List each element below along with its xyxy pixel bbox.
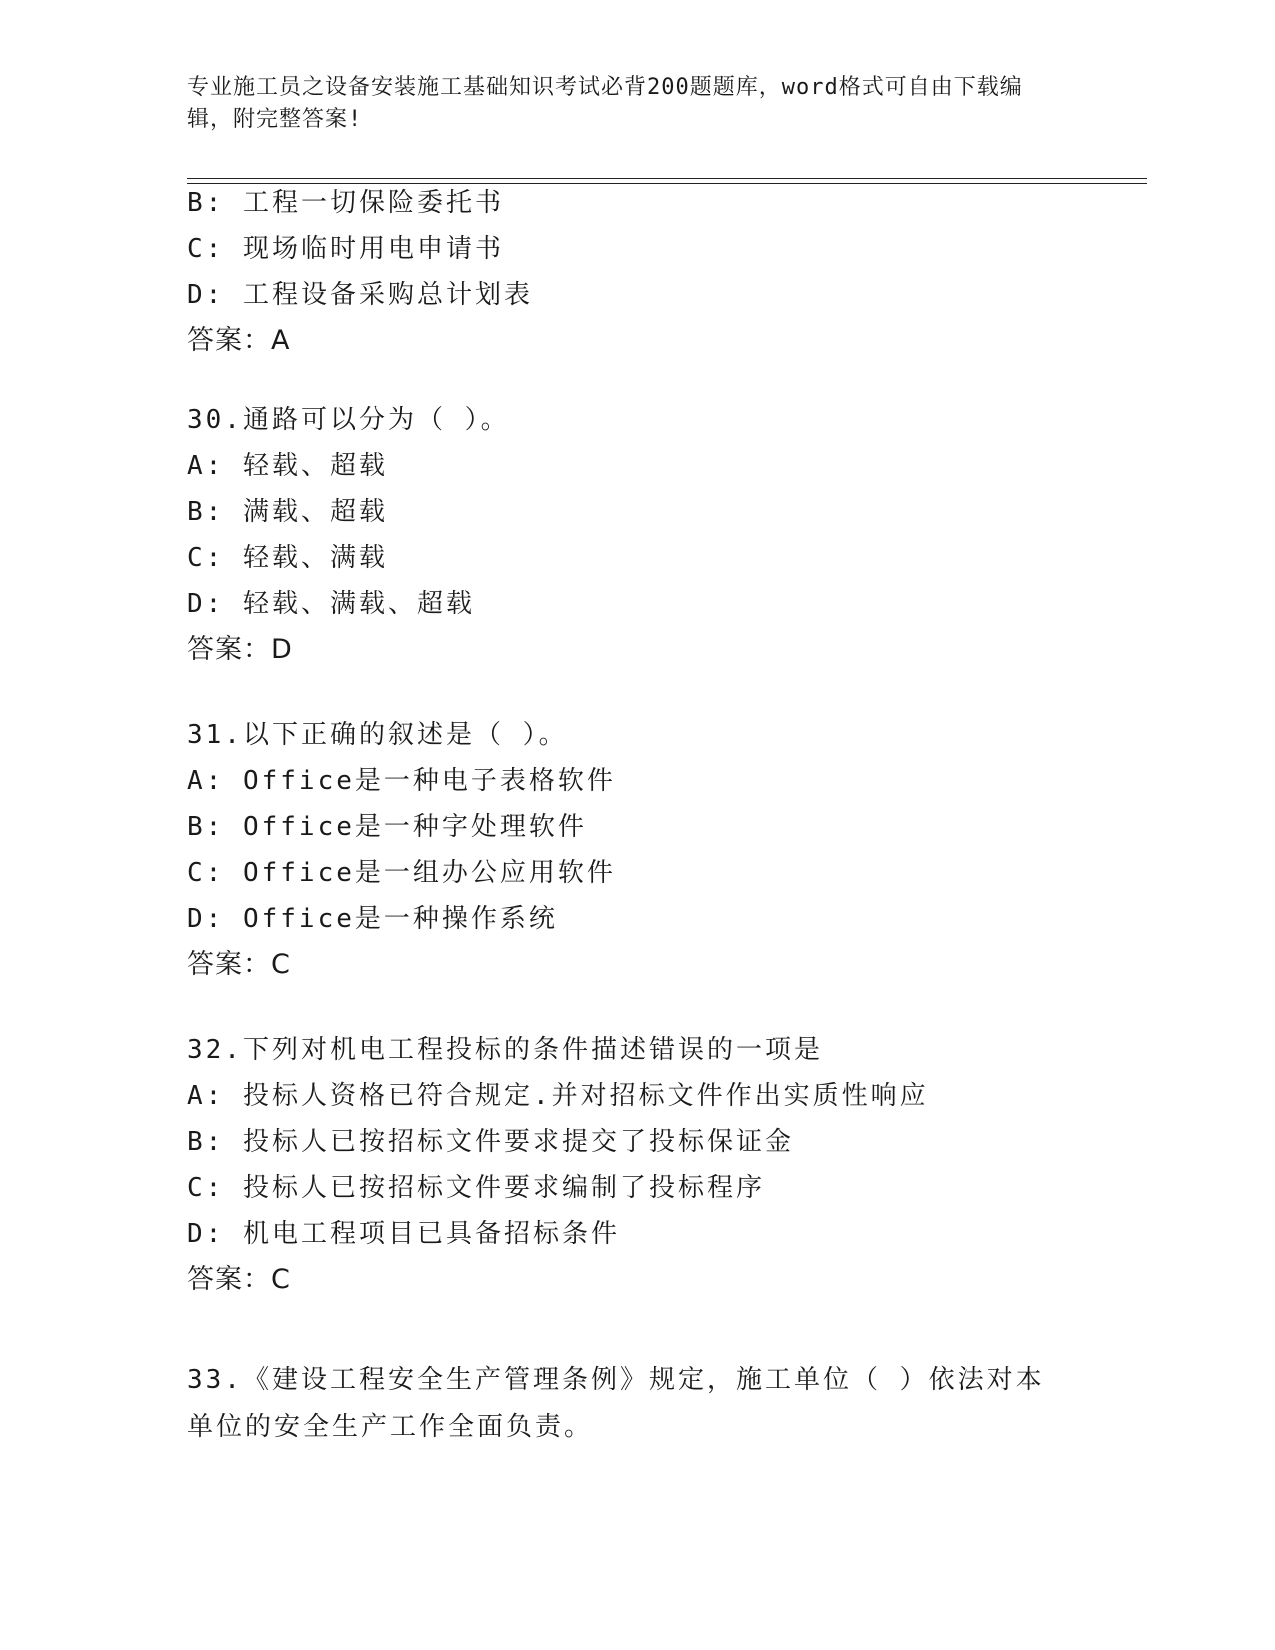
question-stem: 31.以下正确的叙述是（ ）。 <box>187 720 568 750</box>
question-29-tail <box>187 180 1087 364</box>
answer-line: 答案：C <box>187 949 291 980</box>
option-a: A: Office是一种电子表格软件 <box>187 766 616 796</box>
option-b: B: Office是一种字处理软件 <box>187 812 587 842</box>
option-d: D: 工程设备采购总计划表 <box>187 280 533 310</box>
option-d: D: 轻载、满载、超载 <box>187 589 475 619</box>
question-30 <box>187 397 1087 673</box>
answer-line: 答案：C <box>187 1264 291 1295</box>
question-31 <box>187 712 1087 988</box>
option-b: B: 投标人已按招标文件要求提交了投标保证金 <box>187 1127 794 1157</box>
option-c: C: 投标人已按招标文件要求编制了投标程序 <box>187 1173 765 1203</box>
answer-line: 答案：D <box>187 634 293 665</box>
option-d: D: 机电工程项目已具备招标条件 <box>187 1219 620 1249</box>
header-divider-top <box>187 178 1147 179</box>
answer-line: 答案：A <box>187 325 291 356</box>
question-stem: 30.通路可以分为（ ）。 <box>187 405 510 435</box>
option-d: D: Office是一种操作系统 <box>187 904 558 934</box>
option-c: C: 现场临时用电申请书 <box>187 234 504 264</box>
option-a: A: 轻载、超载 <box>187 451 388 481</box>
document-header-title: 专业施工员之设备安装施工基础知识考试必背200题题库，word格式可自由下载编辑，附完整答案! <box>187 75 1023 132</box>
question-stem: 33.《建设工程安全生产管理条例》规定，施工单位（ ）依法对本单位的安全生产工作全面负责。 <box>187 1365 1045 1442</box>
option-a: A: 投标人资格已符合规定.并对招标文件作出实质性响应 <box>187 1081 929 1111</box>
option-b: B: 满载、超载 <box>187 497 388 527</box>
option-b: B: 工程一切保险委托书 <box>187 188 504 218</box>
option-c: C: Office是一组办公应用软件 <box>187 858 616 888</box>
question-stem: 32.下列对机电工程投标的条件描述错误的一项是 <box>187 1035 823 1065</box>
option-c: C: 轻载、满载 <box>187 543 388 573</box>
question-33 <box>187 1357 1087 1451</box>
question-32 <box>187 1027 1087 1303</box>
